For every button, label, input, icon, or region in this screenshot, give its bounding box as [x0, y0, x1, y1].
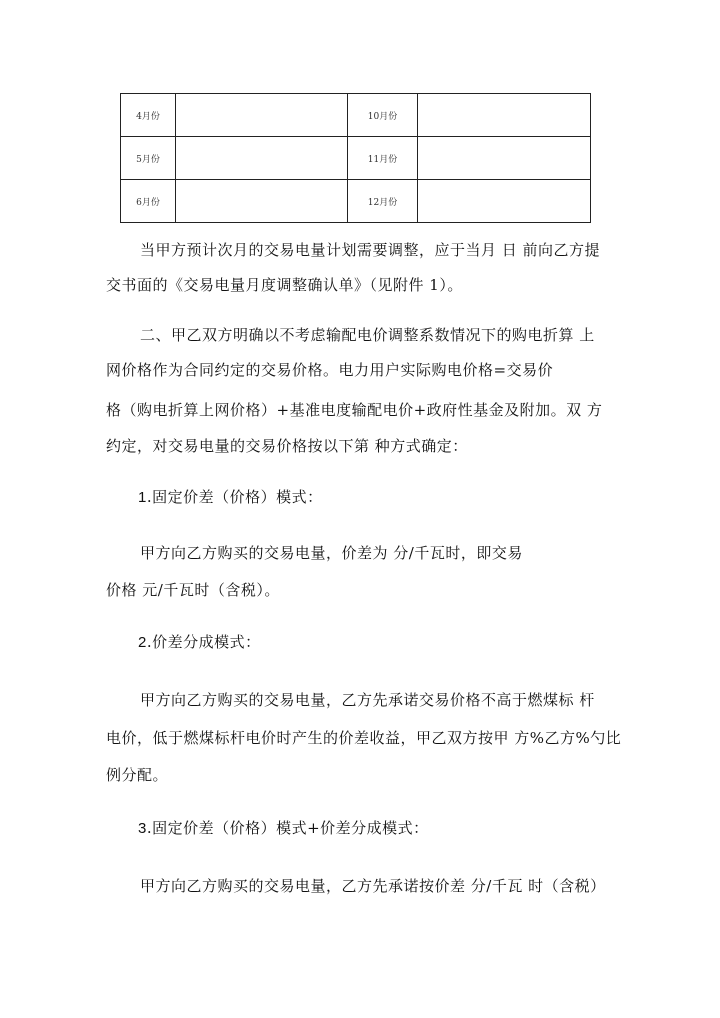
paragraph-line: 价格 元/千瓦时（含税）。 [106, 581, 280, 599]
section-heading-2 [138, 632, 261, 653]
section-heading-1 [138, 487, 323, 508]
heading-text: .固定价差（价格）模式+价差分成模式： [146, 819, 429, 837]
paragraph-line: 网价格作为合同约定的交易价格。电力用户实际购电价格=交易价 [106, 361, 554, 379]
paragraph-line: 甲方向乙方购买的交易电量，价差为 分/千瓦时，即交易 [140, 544, 523, 562]
heading-text: .价差分成模式： [146, 633, 261, 651]
month-label-cell: 6月份 [121, 180, 176, 223]
heading-number: 1 [138, 489, 147, 506]
value-cell [418, 180, 591, 223]
table-row [121, 180, 591, 223]
value-cell [176, 94, 348, 137]
table-row [121, 137, 591, 180]
monthly-volume-table [120, 93, 591, 223]
paragraph-line: 电价，低于燃煤标杆电价时产生的价差收益，甲乙双方按甲 方%乙方%勺比 [106, 729, 622, 747]
value-cell [176, 180, 348, 223]
value-cell [418, 94, 591, 137]
section-heading-3 [138, 818, 429, 839]
value-cell [418, 137, 591, 180]
paragraph-line: 甲方向乙方购买的交易电量，乙方先承诺交易价格不高于燃煤标 杆 [140, 691, 595, 709]
paragraph-line: 当甲方预计次月的交易电量计划需要调整，应于当月 日 前向乙方提 [140, 241, 601, 259]
month-label-cell: 12月份 [348, 180, 418, 223]
paragraph-line: 例分配。 [106, 766, 169, 784]
value-cell [176, 137, 348, 180]
table-row [121, 94, 591, 137]
heading-text: .固定价差（价格）模式： [146, 488, 323, 506]
paragraph-line: 约定，对交易电量的交易价格按以下第 种方式确定： [106, 437, 468, 455]
month-label-cell: 10月份 [348, 94, 418, 137]
paragraph-line: 甲方向乙方购买的交易电量，乙方先承诺按价差 分/千瓦 时（含税） [140, 877, 606, 895]
month-label-cell: 5月份 [121, 137, 176, 180]
month-label-cell: 4月份 [121, 94, 176, 137]
month-label-cell: 11月份 [348, 137, 418, 180]
paragraph-line: 格（购电折算上网价格）+基准电度输配电价+政府性基金及附加。双 方 [106, 401, 603, 419]
paragraph-line: 二、甲乙双方明确以不考虑输配电价调整系数情况下的购电折算 上 [140, 326, 595, 344]
heading-number: 2 [138, 634, 147, 651]
paragraph-line: 交书面的《交易电量月度调整确认单》（见附件 1）。 [106, 276, 463, 294]
heading-number: 3 [138, 820, 147, 837]
